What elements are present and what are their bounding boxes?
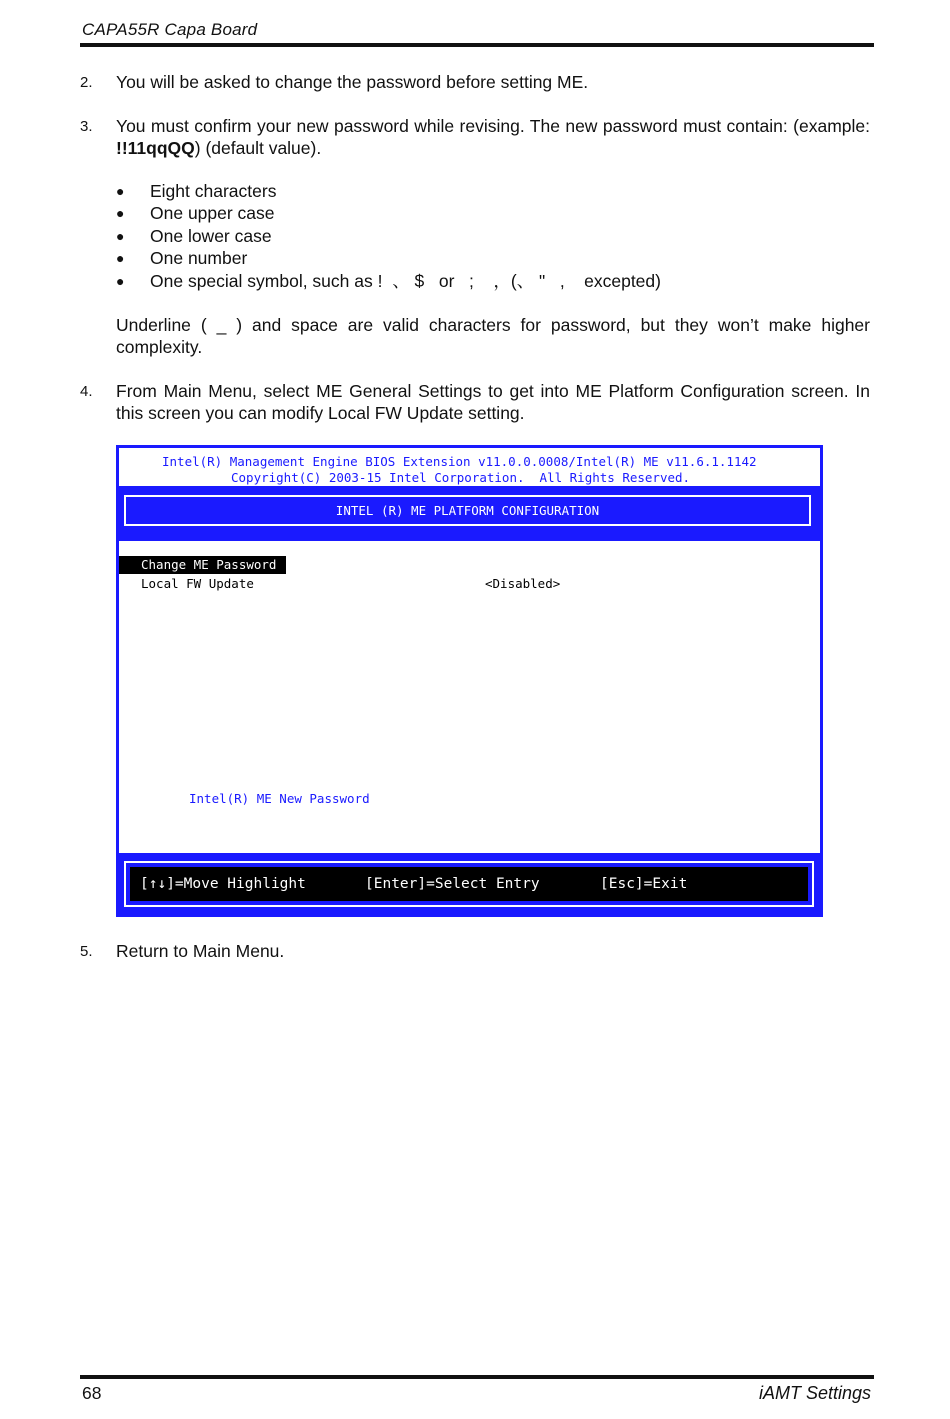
step-3 [80, 115, 870, 159]
help-text: Intel(R) ME New Password [189, 791, 370, 806]
bios-screenshot [116, 445, 823, 917]
list-item: ● One lower case [116, 225, 272, 246]
bullet-icon: ● [116, 250, 125, 267]
list-item: ● One special symbol, such as ! 、 $ or ; ，(、 " , excepted) [116, 270, 661, 291]
list-item: ● One upper case [116, 203, 275, 224]
header-title: CAPA55R Capa Board [82, 20, 258, 39]
step-text: You will be asked to change the password before setting ME. [116, 72, 589, 92]
bios-key-legend [116, 853, 823, 917]
key-exit: [Esc]=Exit [600, 876, 688, 892]
step-number: 2. [80, 74, 93, 91]
menu-item-change-me-password[interactable]: Change ME Password [119, 556, 286, 574]
list-item: ● Eight characters [116, 181, 277, 201]
step-text: From Main Menu, select ME General Settings to get into ME Platform Configuration screen. In this screen you can modify Local FW Update setting. [116, 381, 870, 423]
section-title: iAMT Settings [758, 1383, 871, 1403]
bios-title: INTEL (R) ME PLATFORM CONFIGURATION [124, 495, 811, 526]
bullet-icon: ● [116, 205, 125, 222]
bullet-icon: ● [116, 183, 125, 199]
step-number: 5. [80, 943, 93, 960]
menu-item-local-fw-update[interactable]: Local FW Update [141, 576, 254, 591]
bios-copyright-line: Copyright(C) 2003-15 Intel Corporation. All Rights Reserved. [231, 470, 691, 485]
header-rule [80, 43, 874, 47]
password-example: !!11qqQQ [116, 138, 195, 158]
local-fw-update-value[interactable]: <Disabled> [485, 576, 561, 591]
bios-menu-area [116, 541, 823, 853]
bios-title-band [116, 487, 823, 541]
underline-note: Underline ( _ ) and space are valid characters for password, but they won’t make higher complexity. [116, 315, 870, 357]
key-move-highlight: [↑↓]=Move Highlight [140, 876, 306, 892]
step-4 [80, 380, 870, 424]
bullet-icon: ● [116, 227, 125, 244]
key-select-entry: [Enter]=Select Entry [365, 876, 540, 892]
step-number: 3. [80, 118, 93, 135]
step-5 [80, 940, 870, 962]
step-text [116, 115, 870, 159]
step-text: Return to Main Menu. [116, 941, 285, 961]
step-number: 4. [80, 383, 93, 400]
list-item: ● One number [116, 248, 248, 269]
page-number: 68 [82, 1383, 102, 1403]
footer-rule [80, 1375, 874, 1379]
bullet-icon: ● [116, 272, 125, 289]
bios-version-line: Intel(R) Management Engine BIOS Extension v11.0.0.0008/Intel(R) ME v11.6.1.1142 [162, 454, 757, 469]
password-requirements-list [116, 180, 661, 292]
step-text-a: You must confirm your new password while revising. The new password must contain: (example: [116, 116, 870, 136]
step-2 [80, 71, 870, 93]
step-text-b: ) (default value). [194, 138, 322, 158]
